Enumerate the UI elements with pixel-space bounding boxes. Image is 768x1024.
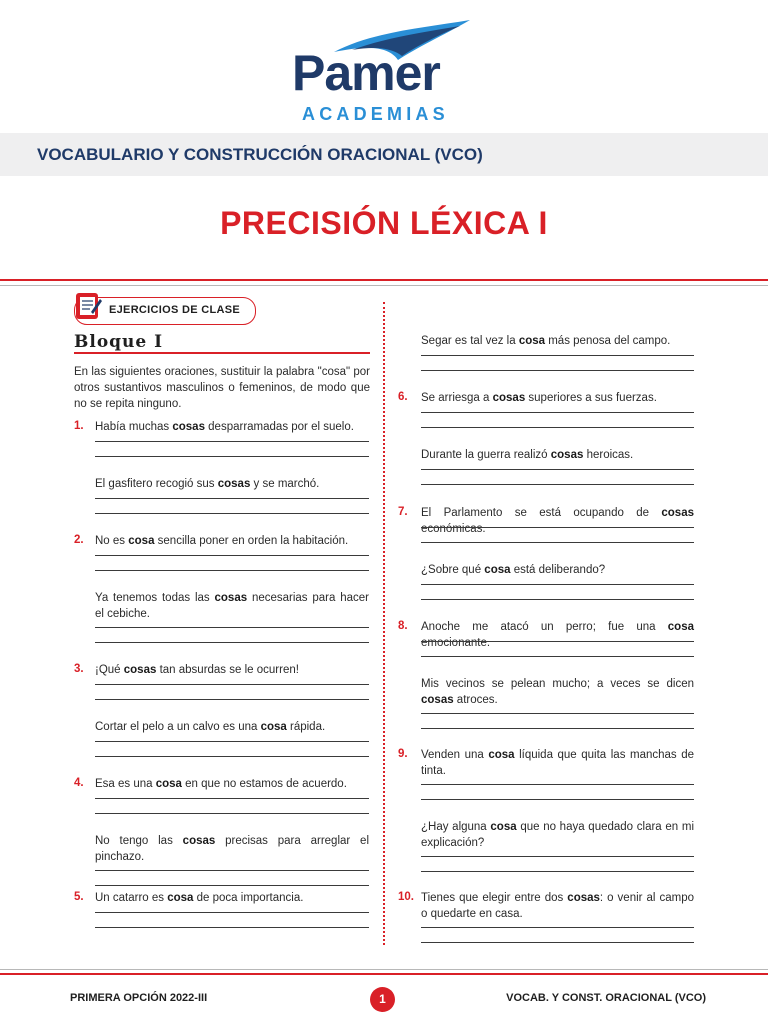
exercise-sentence <box>95 720 369 736</box>
answer-line[interactable] <box>95 555 369 556</box>
sentence-fragment: atroces. <box>453 693 498 706</box>
answer-line[interactable] <box>421 728 694 729</box>
keyword-cosa: cosa <box>155 778 182 790</box>
sentence-fragment: Tienes que elegir entre dos <box>421 892 568 904</box>
footer-divider-gray <box>0 969 768 970</box>
footer-right: VOCAB. Y CONST. ORACIONAL (VCO) <box>506 992 706 1004</box>
sentence-fragment: Mis vecinos se pelean mucho; a veces se dicen <box>421 678 694 690</box>
sentence-fragment: ¡Qué <box>95 664 124 676</box>
sentence-fragment: de poca importancia. <box>193 892 304 904</box>
subject-title: VOCABULARIO Y CONSTRUCCIÓN ORACIONAL (VCO) <box>37 145 483 164</box>
exercise-sentence <box>95 477 369 493</box>
sentence-fragment: sencilla poner en orden la habitación. <box>154 535 349 547</box>
sentence-fragment: No tengo las <box>95 835 183 847</box>
section-tag <box>74 297 256 325</box>
title-divider-red <box>0 279 768 281</box>
exercise-number: 6. <box>398 391 408 403</box>
sentence-fragment: emocionante. <box>421 636 491 649</box>
keyword-cosa: cosas <box>567 892 600 904</box>
footer-divider-red <box>0 973 768 975</box>
exercise-number: 8. <box>398 620 408 632</box>
exercise-sentence <box>421 391 694 407</box>
sentence-fragment: heroicas. <box>583 449 634 461</box>
answer-line[interactable] <box>421 942 694 943</box>
answer-line[interactable] <box>95 441 369 442</box>
exercise-sentence <box>95 534 369 550</box>
keyword-cosa: cosa <box>490 821 517 833</box>
page-title: PRECISIÓN LÉXICA I <box>220 205 548 241</box>
answer-line[interactable] <box>95 912 369 913</box>
sentence-fragment: ¿Hay alguna <box>421 821 491 833</box>
sentence-fragment: que no haya quedado clara en mi explicación? <box>421 821 695 849</box>
sentence-fragment: Durante la guerra realizó <box>421 449 551 461</box>
instructions: En las siguientes oraciones, sustituir la palabra "cosa" por otros sustantivos masculinos o femeninos, de modo que no se repita ninguno. <box>74 366 370 410</box>
exercise-number: 10. <box>398 891 414 903</box>
answer-line[interactable] <box>421 542 694 543</box>
keyword-cosa: cosas <box>217 478 251 490</box>
keyword-cosa: cosas <box>421 693 454 706</box>
answer-line[interactable] <box>421 856 694 857</box>
answer-line[interactable] <box>421 584 694 585</box>
answer-line[interactable] <box>421 784 694 785</box>
answer-line[interactable] <box>95 741 369 742</box>
exercise-sentence <box>421 677 694 708</box>
exercise-number: 4. <box>74 777 84 789</box>
exercise-sentence <box>95 663 369 679</box>
exercise-number: 5. <box>74 891 84 903</box>
section-tag-label: EJERCICIOS DE CLASE <box>109 304 241 316</box>
sentence-fragment: necesarias para hacer el cebiche. <box>95 592 370 620</box>
answer-line[interactable] <box>95 513 369 514</box>
bloque-underline <box>74 352 370 354</box>
answer-line[interactable] <box>421 412 694 413</box>
logo-subtitle: ACADEMIAS <box>302 104 449 124</box>
sentence-fragment: Anoche me atacó un perro; fue una <box>421 621 668 633</box>
sentence-fragment: Segar es tal vez la <box>421 335 519 347</box>
sentence-fragment: El gasfitero recogió sus <box>95 478 218 490</box>
subject-band <box>0 133 768 176</box>
sentence-fragment: El Parlamento se está ocupando de <box>421 507 662 519</box>
answer-line[interactable] <box>95 456 369 457</box>
sentence-fragment: Cortar el pelo a un calvo es una <box>95 721 261 733</box>
sentence-fragment: líquida que quita las manchas de tinta. <box>421 749 695 777</box>
exercise-number: 3. <box>74 663 84 675</box>
keyword-cosa: cosas <box>182 835 216 847</box>
exercise-sentence <box>421 506 694 537</box>
answer-line[interactable] <box>95 684 369 685</box>
column-divider <box>383 302 385 945</box>
sentence-fragment: Un catarro es <box>95 892 168 904</box>
answer-line[interactable] <box>95 927 369 928</box>
sentence-fragment: Se arriesga a <box>421 392 493 404</box>
keyword-cosa: cosa <box>260 721 287 733</box>
answer-line[interactable] <box>421 484 694 485</box>
keyword-cosa: cosa <box>667 621 694 633</box>
keyword-cosa: cosas <box>550 449 584 461</box>
sentence-fragment: No es <box>95 535 129 547</box>
answer-line[interactable] <box>421 871 694 872</box>
answer-line[interactable] <box>95 798 369 799</box>
sentence-fragment: Venden una <box>421 749 489 761</box>
answer-line[interactable] <box>95 756 369 757</box>
exercise-sentence <box>95 591 369 622</box>
sentence-fragment: está deliberando? <box>510 564 606 576</box>
sentence-fragment: Ya tenemos todas las <box>95 592 215 604</box>
answer-line[interactable] <box>421 427 694 428</box>
answer-line[interactable] <box>95 570 369 571</box>
exercise-sentence <box>421 448 694 464</box>
logo-brand: Pamer <box>292 45 440 101</box>
exercise-sentence <box>421 620 694 651</box>
pamer-logo <box>292 18 482 124</box>
keyword-cosa: cosas <box>123 664 157 676</box>
bloque-heading: Bloque I <box>74 332 164 352</box>
answer-line[interactable] <box>95 627 369 628</box>
sentence-fragment: ¿Sobre qué <box>421 564 485 576</box>
footer-left: PRIMERA OPCIÓN 2022-III <box>70 992 208 1004</box>
sentence-fragment: precisas para arreglar el pinchazo. <box>95 835 370 863</box>
answer-line[interactable] <box>421 355 694 356</box>
exercise-sentence <box>421 820 694 851</box>
sentence-fragment: : o venir al campo o quedarte en casa. <box>421 892 694 920</box>
exercise-sentence <box>95 891 369 907</box>
answer-line[interactable] <box>95 699 369 700</box>
sentence-fragment: en que no estamos de acuerdo. <box>181 778 347 790</box>
title-divider-gray <box>0 285 768 286</box>
exercise-number: 2. <box>74 534 84 546</box>
keyword-cosa: cosa <box>518 335 546 347</box>
answer-line[interactable] <box>421 927 694 928</box>
exercise-sentence <box>95 777 369 793</box>
answer-line[interactable] <box>421 469 694 470</box>
exercise-sentence <box>421 563 694 579</box>
keyword-cosa: cosa <box>167 892 194 904</box>
notebook-icon <box>73 290 103 324</box>
keyword-cosa: cosa <box>128 535 155 547</box>
sentence-fragment: superiores a sus fuerzas. <box>525 392 657 404</box>
exercise-sentence <box>421 334 694 350</box>
answer-line[interactable] <box>421 527 694 528</box>
answer-line[interactable] <box>421 370 694 371</box>
keyword-cosa: cosa <box>484 564 511 576</box>
sentence-fragment: tan absurdas se le ocurren! <box>156 664 299 676</box>
page-number-badge: 1 <box>370 987 395 1012</box>
keyword-cosa: cosas <box>492 392 526 404</box>
sentence-fragment: Había muchas <box>95 421 173 433</box>
sentence-fragment: rápida. <box>286 721 326 733</box>
answer-line[interactable] <box>421 656 694 657</box>
keyword-cosa: cosas <box>172 421 205 433</box>
sentence-fragment: desparramadas por el suelo. <box>204 421 354 433</box>
exercise-sentence <box>421 748 694 779</box>
sentence-fragment: Esa es una <box>95 778 156 790</box>
answer-line[interactable] <box>95 642 369 643</box>
answer-line[interactable] <box>95 498 369 499</box>
sentence-fragment: económicas. <box>421 522 486 535</box>
sentence-fragment: y se marchó. <box>250 478 320 490</box>
answer-line[interactable] <box>421 641 694 642</box>
answer-line[interactable] <box>95 885 369 886</box>
exercise-sentence <box>421 891 694 922</box>
keyword-cosa: cosa <box>488 749 515 761</box>
answer-line[interactable] <box>95 813 369 814</box>
exercise-sentence <box>95 834 369 865</box>
answer-line[interactable] <box>421 799 694 800</box>
exercise-sentence <box>95 420 369 436</box>
keyword-cosa: cosas <box>661 507 694 519</box>
sentence-fragment: más penosa del campo. <box>545 335 671 347</box>
exercise-number: 9. <box>398 748 408 760</box>
answer-line[interactable] <box>421 713 694 714</box>
exercise-number: 1. <box>74 420 84 432</box>
answer-line[interactable] <box>421 599 694 600</box>
answer-line[interactable] <box>95 870 369 871</box>
exercise-number: 7. <box>398 506 408 518</box>
keyword-cosa: cosas <box>214 592 248 604</box>
